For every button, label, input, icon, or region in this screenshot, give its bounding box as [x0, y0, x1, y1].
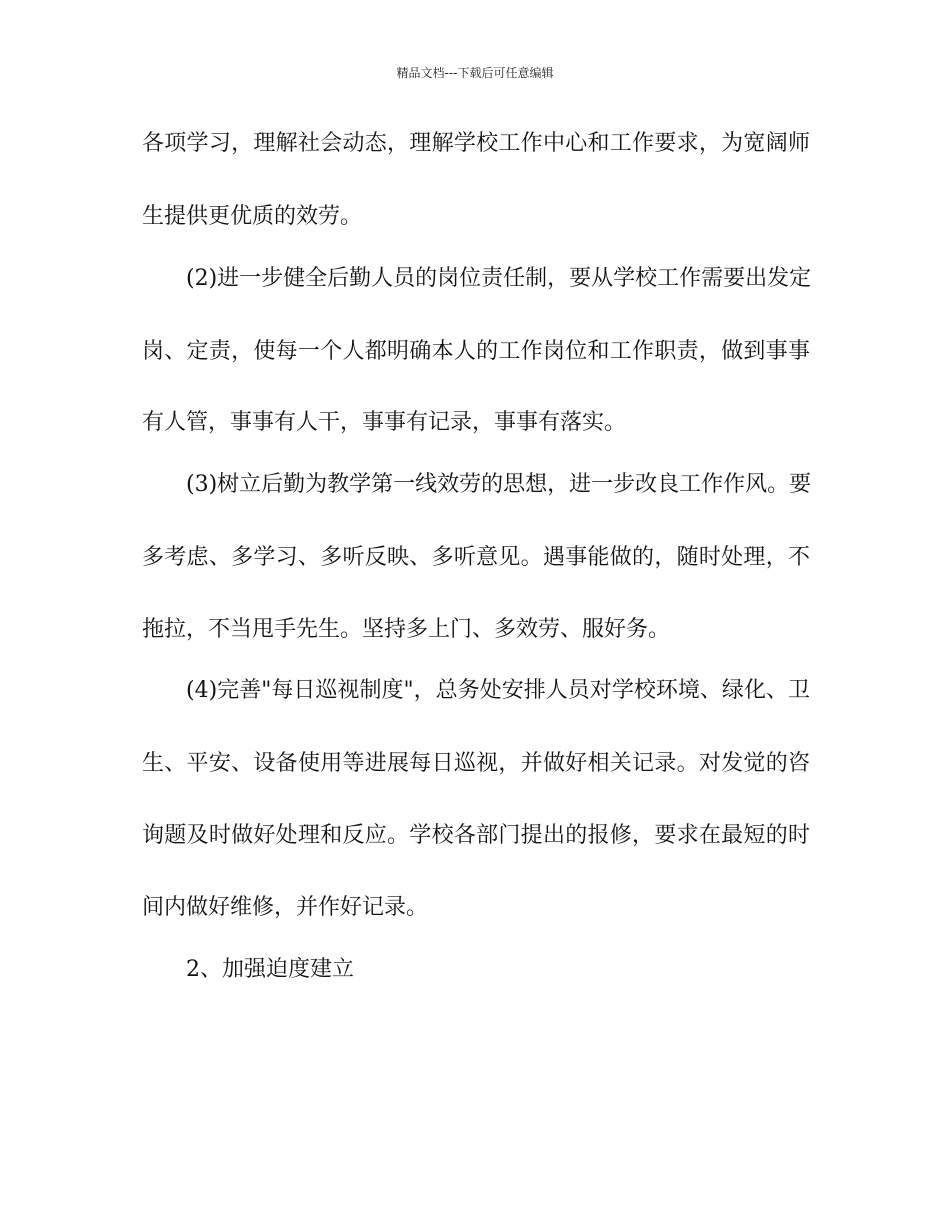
paragraph-line: 询题及时做好处理和反应。学校各部门提出的报修，要求在最短的时 — [142, 823, 810, 848]
paragraph-line: 多考虑、多学习、多听反映、多听意见。遇事能做的，随时处理，不 — [142, 545, 810, 570]
paragraph-line: 生、平安、设备使用等进展每日巡视，并做好相关记录。对发觉的咨 — [142, 751, 810, 776]
paragraph-line: (4)完善"每日巡视制度"，总务处安排人员对学校环境、绿化、卫 — [186, 678, 810, 703]
paragraph-line: (2)进一步健全后勤人员的岗位责任制，要从学校工作需要出发定 — [186, 266, 812, 291]
paragraph-line: 各项学习，理解社会动态，理解学校工作中心和工作要求，为宽阔师 — [142, 131, 810, 156]
paragraph-line: (3)树立后勤为教学第一线效劳的思想，进一步改良工作作风。要 — [186, 472, 812, 497]
paragraph-line: 生提供更优质的效劳。 — [142, 204, 363, 229]
page-header: 精品文档---下载后可任意编辑 — [396, 66, 554, 80]
section-heading: 2、加强迫度建立 — [186, 957, 354, 982]
paragraph-line: 间内做好维修，并作好记录。 — [142, 895, 429, 920]
paragraph-line: 岗、定责，使每一个人都明确本人的工作岗位和工作职责，做到事事 — [142, 339, 810, 364]
paragraph-line: 有人管，事事有人干，事事有记录，事事有落实。 — [142, 410, 627, 435]
paragraph-line: 拖拉，不当甩手先生。坚持多上门、多效劳、服好务。 — [142, 617, 671, 642]
